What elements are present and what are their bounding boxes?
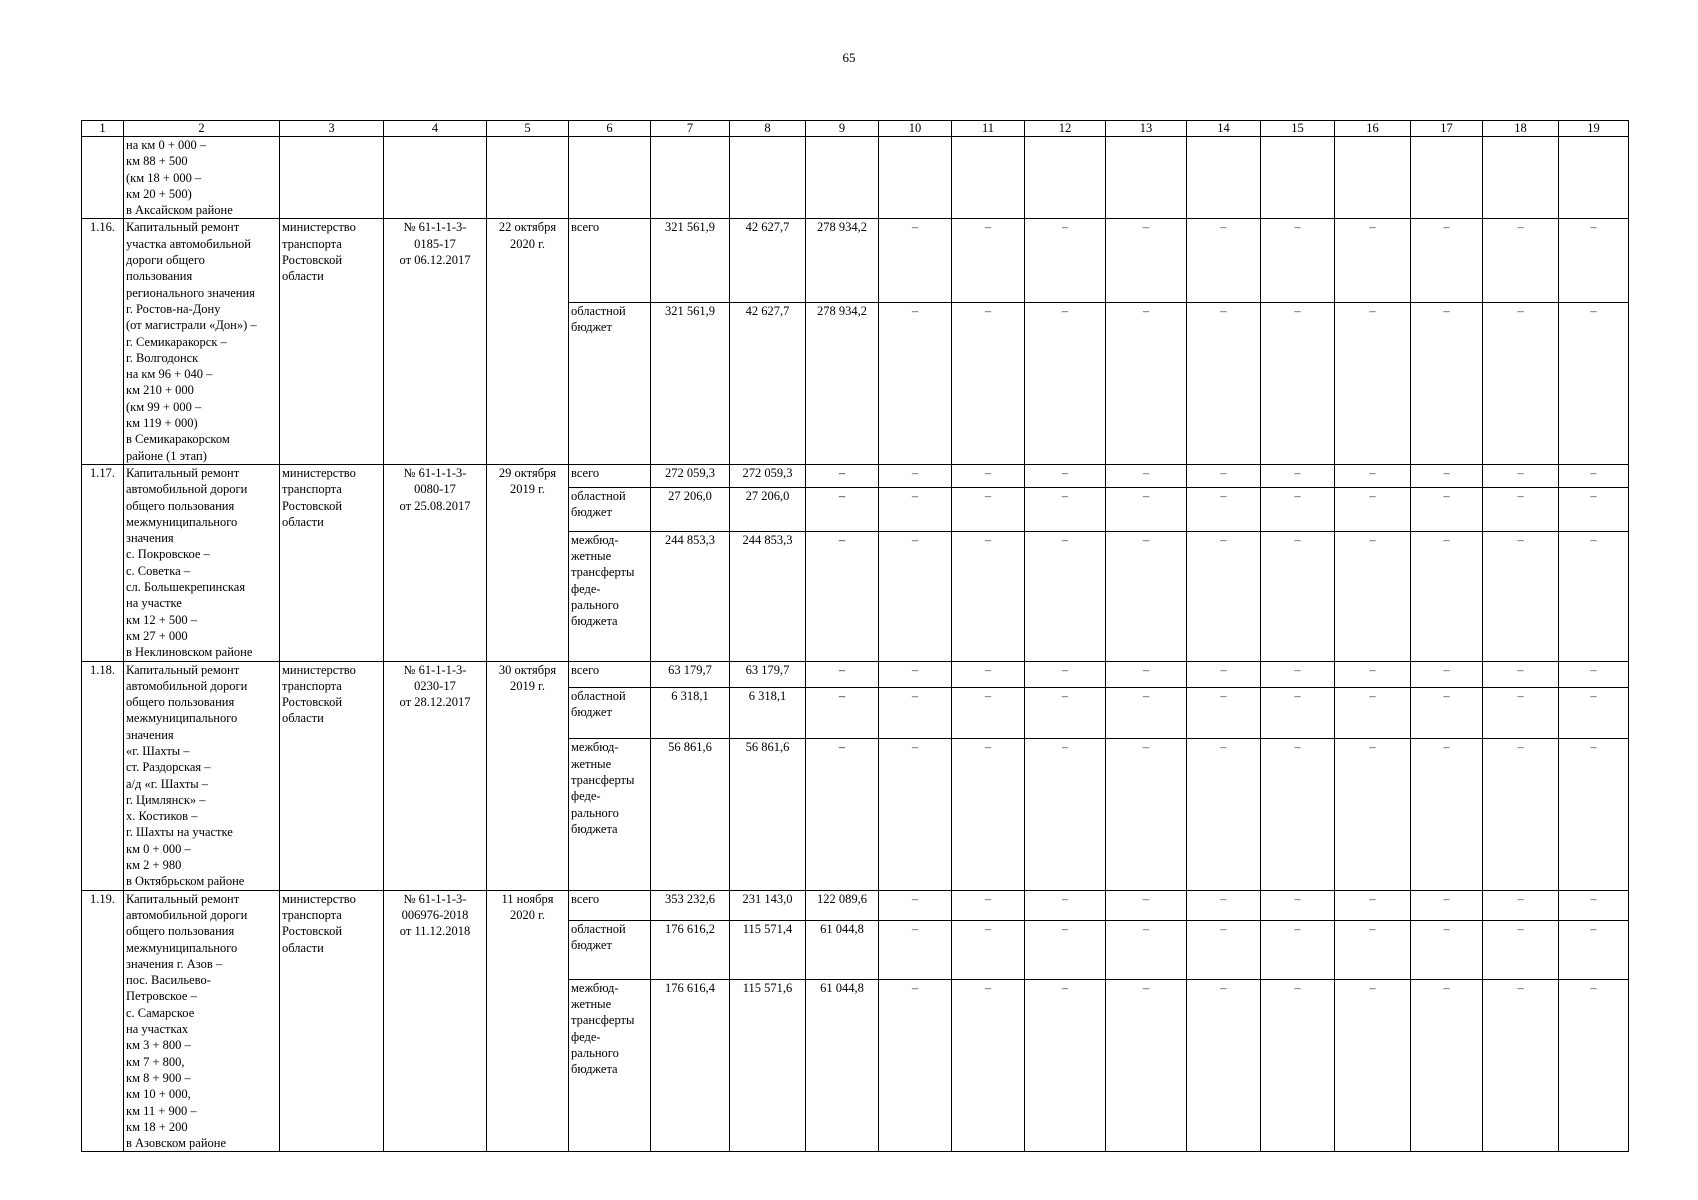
total-amount-cell: 321 561,9 <box>651 219 730 302</box>
amount-cell: 115 571,6 <box>730 979 806 1152</box>
row-number-cell: 1.16. <box>82 219 124 464</box>
dash-cell: – <box>1411 531 1483 661</box>
dash-cell: – <box>1187 531 1261 661</box>
total-amount-cell: 244 853,3 <box>651 531 730 661</box>
dash-cell: – <box>1106 531 1187 661</box>
dash-cell: – <box>1106 661 1187 687</box>
funding-source-cell: всего <box>569 464 651 487</box>
column-header: 14 <box>1187 121 1261 137</box>
dash-cell: – <box>1261 890 1335 920</box>
amount-cell: 27 206,0 <box>730 487 806 531</box>
amount-cell: 56 861,6 <box>730 739 806 890</box>
amount-cell: 61 044,8 <box>806 979 879 1152</box>
dash-cell: – <box>1106 464 1187 487</box>
dash-cell: – <box>1559 920 1629 979</box>
column-header: 5 <box>487 121 569 137</box>
total-amount-cell: 63 179,7 <box>651 661 730 687</box>
dash-cell: – <box>952 531 1025 661</box>
dash-cell: – <box>1335 531 1411 661</box>
dash-cell: – <box>1106 687 1187 738</box>
dash-cell: – <box>1411 302 1483 464</box>
total-amount-cell: 321 561,9 <box>651 302 730 464</box>
column-header: 15 <box>1261 121 1335 137</box>
dash-cell: – <box>879 531 952 661</box>
column-header: 6 <box>569 121 651 137</box>
dash-cell: – <box>1411 487 1483 531</box>
dash-cell: – <box>1106 920 1187 979</box>
dash-cell: – <box>1261 920 1335 979</box>
dash-cell: – <box>952 920 1025 979</box>
total-amount-cell: 176 616,4 <box>651 979 730 1152</box>
dash-cell: – <box>1106 739 1187 890</box>
dash-cell: – <box>1411 687 1483 738</box>
dash-cell: – <box>1187 302 1261 464</box>
dash-cell: – <box>1106 979 1187 1152</box>
dash-cell: – <box>952 890 1025 920</box>
amount-cell: 42 627,7 <box>730 219 806 302</box>
dash-cell: – <box>1025 890 1106 920</box>
dash-cell: – <box>1559 661 1629 687</box>
amount-cell: 272 059,3 <box>730 464 806 487</box>
dash-cell: – <box>952 661 1025 687</box>
column-header: 12 <box>1025 121 1106 137</box>
continuation-row <box>82 137 1629 219</box>
funding-source-cell: областной бюджет <box>569 687 651 738</box>
dash-cell: – <box>1483 920 1559 979</box>
dash-cell: – <box>1025 920 1106 979</box>
dash-cell: – <box>1335 687 1411 738</box>
dash-cell: – <box>1559 487 1629 531</box>
dash-cell: – <box>952 464 1025 487</box>
dash-cell: – <box>1025 219 1106 302</box>
dash-cell: – <box>1261 487 1335 531</box>
total-amount-cell: 176 616,2 <box>651 920 730 979</box>
organization-cell: министерство транспорта Ростовской области <box>280 219 384 464</box>
dash-cell: – <box>1025 979 1106 1152</box>
dash-cell: – <box>952 487 1025 531</box>
amount-cell: – <box>806 531 879 661</box>
dash-cell: – <box>1025 464 1106 487</box>
dash-cell: – <box>1483 661 1559 687</box>
dash-cell: – <box>1187 920 1261 979</box>
dash-cell: – <box>1025 487 1106 531</box>
column-header: 16 <box>1335 121 1411 137</box>
amount-cell: 122 089,6 <box>806 890 879 920</box>
column-header: 2 <box>124 121 280 137</box>
funding-source-cell: областной бюджет <box>569 920 651 979</box>
dash-cell: – <box>1335 219 1411 302</box>
dash-cell: – <box>1335 464 1411 487</box>
dash-cell: – <box>1483 302 1559 464</box>
total-amount-cell: 56 861,6 <box>651 739 730 890</box>
dash-cell: – <box>1261 219 1335 302</box>
dash-cell: – <box>1187 979 1261 1152</box>
column-header-row <box>82 121 1629 137</box>
dash-cell: – <box>1335 661 1411 687</box>
amount-cell: – <box>806 687 879 738</box>
dash-cell: – <box>1411 890 1483 920</box>
column-header: 3 <box>280 121 384 137</box>
column-header: 7 <box>651 121 730 137</box>
dash-cell: – <box>1261 661 1335 687</box>
dash-cell: – <box>1411 739 1483 890</box>
organization-cell: министерство транспорта Ростовской области <box>280 890 384 1152</box>
dash-cell: – <box>1559 979 1629 1152</box>
dash-cell: – <box>952 739 1025 890</box>
dash-cell: – <box>952 219 1025 302</box>
amount-cell: 61 044,8 <box>806 920 879 979</box>
column-header: 11 <box>952 121 1025 137</box>
amount-cell: 6 318,1 <box>730 687 806 738</box>
table-body <box>82 121 1629 1152</box>
amount-cell: 278 934,2 <box>806 219 879 302</box>
dash-cell: – <box>1025 302 1106 464</box>
dash-cell: – <box>1483 464 1559 487</box>
total-amount-cell: 6 318,1 <box>651 687 730 738</box>
dash-cell: – <box>1187 219 1261 302</box>
column-header: 13 <box>1106 121 1187 137</box>
dash-cell: – <box>1187 890 1261 920</box>
amount-cell: – <box>806 661 879 687</box>
dash-cell: – <box>1411 219 1483 302</box>
dash-cell: – <box>1261 464 1335 487</box>
dash-cell: – <box>1261 739 1335 890</box>
dash-cell: – <box>1559 890 1629 920</box>
dash-cell: – <box>1106 219 1187 302</box>
amount-cell: 42 627,7 <box>730 302 806 464</box>
date-cell: 30 октября 2019 г. <box>487 661 569 890</box>
dash-cell: – <box>1025 531 1106 661</box>
funding-source-cell: межбюд- жетные трансферты феде- рального бюджета <box>569 531 651 661</box>
dash-cell: – <box>1559 464 1629 487</box>
page-number: 65 <box>842 50 856 65</box>
column-header: 10 <box>879 121 952 137</box>
dash-cell: – <box>1335 302 1411 464</box>
dash-cell: – <box>879 739 952 890</box>
dash-cell: – <box>1335 979 1411 1152</box>
document-cell: № 61-1-1-3- 0185-17 от 06.12.2017 <box>384 219 487 464</box>
column-header: 9 <box>806 121 879 137</box>
row-number-cell: 1.18. <box>82 661 124 890</box>
table-row <box>82 219 1629 302</box>
funding-source-cell: всего <box>569 890 651 920</box>
dash-cell: – <box>879 464 952 487</box>
dash-cell: – <box>1483 979 1559 1152</box>
dash-cell: – <box>1187 487 1261 531</box>
dash-cell: – <box>1559 739 1629 890</box>
dash-cell: – <box>1483 219 1559 302</box>
dash-cell: – <box>1411 979 1483 1152</box>
row-number-cell <box>82 137 124 219</box>
column-header: 17 <box>1411 121 1483 137</box>
dash-cell: – <box>1025 687 1106 738</box>
dash-cell: – <box>1483 739 1559 890</box>
financing-table <box>81 120 1629 1152</box>
dash-cell: – <box>1483 531 1559 661</box>
amount-cell: 115 571,4 <box>730 920 806 979</box>
document-cell: № 61-1-1-3- 0230-17 от 28.12.2017 <box>384 661 487 890</box>
row-number-cell: 1.19. <box>82 890 124 1152</box>
date-cell: 11 ноября 2020 г. <box>487 890 569 1152</box>
organization-cell: министерство транспорта Ростовской области <box>280 661 384 890</box>
column-header: 18 <box>1483 121 1559 137</box>
dash-cell: – <box>1559 302 1629 464</box>
dash-cell: – <box>1261 687 1335 738</box>
dash-cell: – <box>879 979 952 1152</box>
total-amount-cell: 27 206,0 <box>651 487 730 531</box>
dash-cell: – <box>952 687 1025 738</box>
column-header: 8 <box>730 121 806 137</box>
dash-cell: – <box>1106 890 1187 920</box>
object-name-cell: на км 0 + 000 – км 88 + 500 (км 18 + 000 – км 20 + 500) в Аксайском районе <box>124 137 280 219</box>
dash-cell: – <box>879 687 952 738</box>
dash-cell: – <box>1261 302 1335 464</box>
object-name-cell: Капитальный ремонт автомобильной дороги общего пользования межмуниципального значения «г. Шахты – ст. Раздорская – а/д «г. Шахты – г. Цимлянск» – х. Костиков – г. Шахты на участке км 0 + 000 – км 2 + 980 в Октябрьском районе <box>124 661 280 890</box>
dash-cell: – <box>1411 920 1483 979</box>
table-row <box>82 464 1629 487</box>
dash-cell: – <box>879 302 952 464</box>
organization-cell: министерство транспорта Ростовской области <box>280 464 384 661</box>
dash-cell: – <box>879 890 952 920</box>
dash-cell: – <box>1335 920 1411 979</box>
date-cell: 22 октября 2020 г. <box>487 219 569 464</box>
dash-cell: – <box>879 920 952 979</box>
dash-cell: – <box>879 661 952 687</box>
dash-cell: – <box>1411 661 1483 687</box>
dash-cell: – <box>1335 487 1411 531</box>
amount-cell: 63 179,7 <box>730 661 806 687</box>
dash-cell: – <box>1187 661 1261 687</box>
total-amount-cell: 353 232,6 <box>651 890 730 920</box>
amount-cell: 231 143,0 <box>730 890 806 920</box>
dash-cell: – <box>1335 890 1411 920</box>
object-name-cell: Капитальный ремонт автомобильной дороги общего пользования межмуниципального значения с. Покровское – с. Советка – сл. Большекрепинская на участке км 12 + 500 – км 27 + 000 в Неклиновском районе <box>124 464 280 661</box>
amount-cell: 244 853,3 <box>730 531 806 661</box>
funding-source-cell: областной бюджет <box>569 487 651 531</box>
column-header: 1 <box>82 121 124 137</box>
funding-source-cell: всего <box>569 219 651 302</box>
table-row <box>82 661 1629 687</box>
amount-cell: – <box>806 464 879 487</box>
dash-cell: – <box>879 219 952 302</box>
dash-cell: – <box>879 487 952 531</box>
amount-cell: – <box>806 739 879 890</box>
dash-cell: – <box>952 302 1025 464</box>
funding-source-cell: всего <box>569 661 651 687</box>
dash-cell: – <box>1335 739 1411 890</box>
column-header: 4 <box>384 121 487 137</box>
dash-cell: – <box>1261 531 1335 661</box>
dash-cell: – <box>1483 890 1559 920</box>
amount-cell: – <box>806 487 879 531</box>
dash-cell: – <box>1559 531 1629 661</box>
dash-cell: – <box>1411 464 1483 487</box>
dash-cell: – <box>1187 739 1261 890</box>
funding-source-cell: областной бюджет <box>569 302 651 464</box>
dash-cell: – <box>952 979 1025 1152</box>
document-cell: № 61-1-1-3- 006976-2018 от 11.12.2018 <box>384 890 487 1152</box>
dash-cell: – <box>1187 464 1261 487</box>
column-header: 19 <box>1559 121 1629 137</box>
amount-cell: 278 934,2 <box>806 302 879 464</box>
dash-cell: – <box>1025 661 1106 687</box>
dash-cell: – <box>1483 487 1559 531</box>
dash-cell: – <box>1261 979 1335 1152</box>
dash-cell: – <box>1187 687 1261 738</box>
object-name-cell: Капитальный ремонт участка автомобильной дороги общего пользования регионального значения г. Ростов-на-Дону (от магистрали «Дон») – г. Семикаракорск – г. Волгодонск на км 96 + 040 – км 210 + 000 (км 99 + 000 – км 119 + 000) в Семикаракорском районе (1 этап) <box>124 219 280 464</box>
object-name-cell: Капитальный ремонт автомобильной дороги общего пользования межмуниципального значения г. Азов – пос. Васильево- Петровское – с. Самарское на участках км 3 + 800 – км 7 + 800, км 8 + 900 – км 10 + 000, км 11 + 900 – км 18 + 200 в Азовском районе <box>124 890 280 1152</box>
dash-cell: – <box>1106 487 1187 531</box>
dash-cell: – <box>1106 302 1187 464</box>
dash-cell: – <box>1559 219 1629 302</box>
document-cell: № 61-1-1-3- 0080-17 от 25.08.2017 <box>384 464 487 661</box>
dash-cell: – <box>1559 687 1629 738</box>
dash-cell: – <box>1483 687 1559 738</box>
table-row <box>82 890 1629 920</box>
date-cell: 29 октября 2019 г. <box>487 464 569 661</box>
total-amount-cell: 272 059,3 <box>651 464 730 487</box>
funding-source-cell: межбюд- жетные трансферты феде- рального бюджета <box>569 739 651 890</box>
row-number-cell: 1.17. <box>82 464 124 661</box>
dash-cell: – <box>1025 739 1106 890</box>
funding-source-cell: межбюд- жетные трансферты феде- рального бюджета <box>569 979 651 1152</box>
